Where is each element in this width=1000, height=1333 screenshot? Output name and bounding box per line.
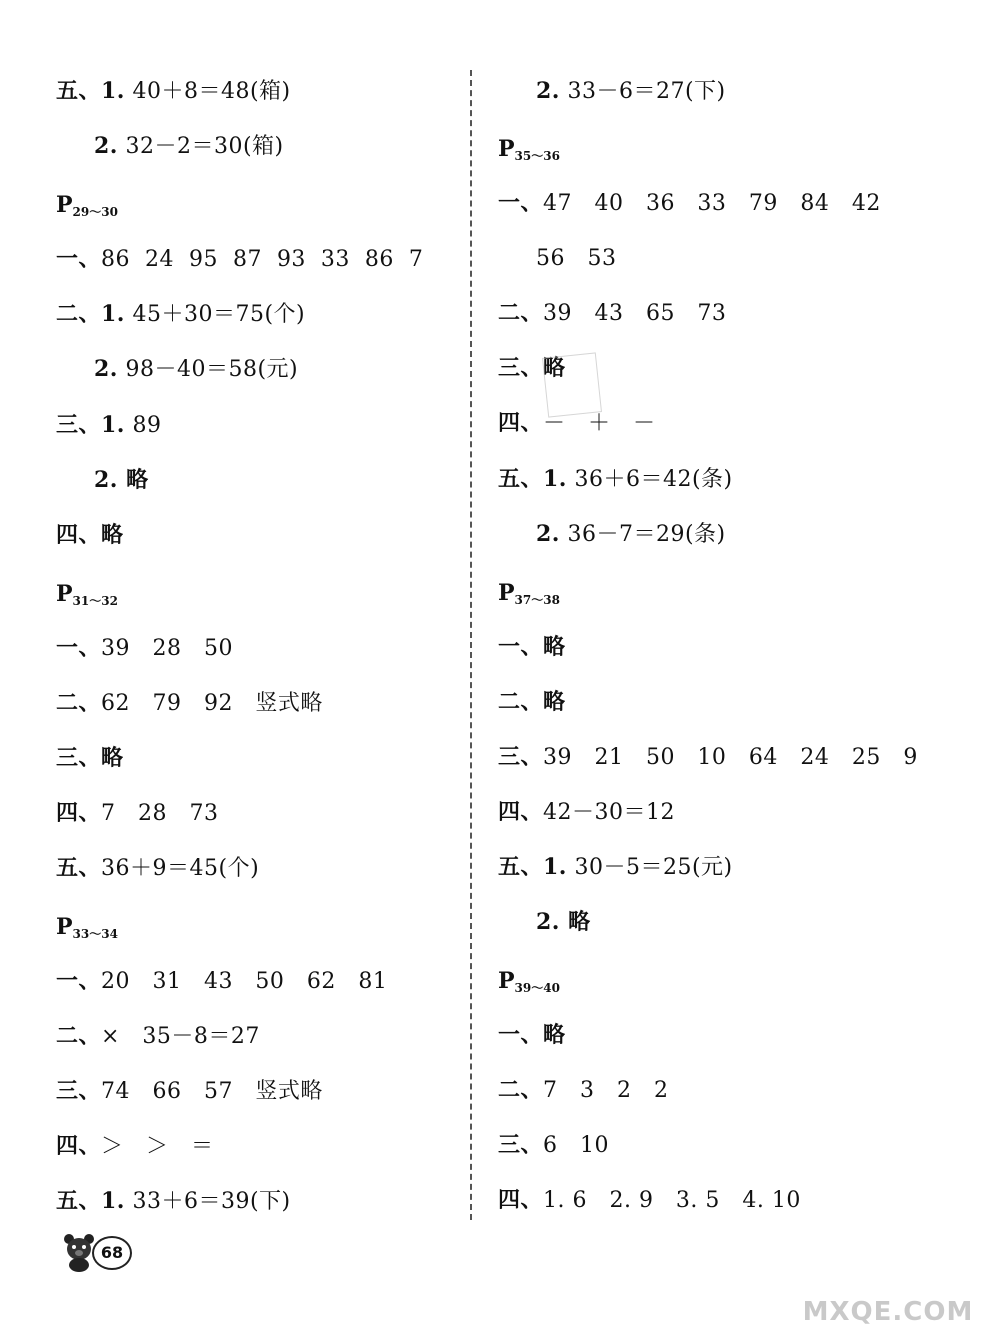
- answer-text: 7 3 2 2: [543, 1078, 669, 1103]
- answer-line: [536, 76, 726, 107]
- question-label: 三、1.: [56, 412, 125, 438]
- answer-line: [56, 520, 124, 551]
- question-label: 二、: [56, 1023, 102, 1049]
- answer-text: × 35－8＝27: [101, 1024, 260, 1049]
- page-range-heading: $P_{29\sim 30}$: [56, 192, 118, 219]
- answer-text: 56 53: [536, 246, 617, 271]
- answer-text: 略: [543, 634, 566, 660]
- answer-line: [56, 244, 423, 275]
- answer-line: [498, 464, 733, 495]
- answer-text: 62 79 92 竖式略: [101, 691, 323, 716]
- answer-text: 6 10: [543, 1133, 609, 1158]
- question-label: 三、: [498, 1132, 544, 1158]
- answer-line: [498, 1130, 609, 1161]
- question-label: 2.: [94, 467, 118, 493]
- answer-text: ＞ ＞ ＝: [101, 1134, 214, 1159]
- question-label: 五、: [56, 855, 102, 881]
- answer-text: 39 43 65 73: [543, 301, 727, 326]
- question-label: 四、: [56, 800, 102, 826]
- question-label: 二、: [498, 300, 544, 326]
- question-label: 四、: [56, 522, 102, 548]
- question-label: 2.: [536, 909, 560, 935]
- answer-line: [56, 1131, 213, 1162]
- answer-line: [498, 852, 733, 883]
- answer-line: [498, 797, 675, 828]
- question-label: 一、: [498, 1022, 544, 1048]
- question-label: 五、1.: [56, 1188, 125, 1214]
- answer-line: [498, 1075, 668, 1106]
- answer-line: [498, 188, 881, 219]
- question-label: 2.: [94, 133, 118, 159]
- question-label: 2.: [536, 521, 560, 547]
- answer-text: 20 31 43 50 62 81: [101, 969, 388, 994]
- answer-line: [536, 243, 616, 274]
- answer-text: 98－40＝58(元): [117, 357, 299, 382]
- answer-text: 略: [101, 745, 124, 771]
- answer-line: [56, 798, 218, 829]
- answer-text: 36＋9＝45(个): [101, 856, 260, 881]
- answer-text: 47 40 36 33 79 84 42: [543, 191, 881, 216]
- answer-line: [94, 131, 284, 162]
- answer-text: 36－7＝29(条): [559, 522, 726, 547]
- answer-text: 86 24 95 87 93 33 86 7: [101, 247, 424, 272]
- page-number-badge: [62, 1226, 142, 1276]
- answer-text: 36＋6＝42(条): [566, 467, 733, 492]
- answer-text: 略: [559, 909, 591, 935]
- answer-text: 89: [124, 413, 162, 438]
- question-label: 四、: [498, 799, 544, 825]
- answer-line: [56, 966, 387, 997]
- page-range-heading: $P_{37\sim 38}$: [498, 580, 560, 607]
- question-label: 四、: [56, 1133, 102, 1159]
- answer-text: 略: [101, 522, 124, 548]
- bear-icon: [62, 1232, 96, 1272]
- answer-line: [498, 687, 566, 718]
- answer-text: 74 66 57 竖式略: [101, 1079, 323, 1104]
- answer-line: [56, 1021, 260, 1052]
- answer-text: 略: [117, 467, 149, 493]
- answer-line: [536, 907, 591, 938]
- answer-line: [56, 76, 291, 107]
- answer-text: 39 28 50: [101, 636, 233, 661]
- answer-line: [498, 298, 726, 329]
- answer-line: [56, 853, 259, 884]
- answer-text: 40＋8＝48(箱): [124, 79, 291, 104]
- answer-line: [56, 410, 161, 441]
- answer-text: 39 21 50 10 64 24 25 9: [543, 745, 918, 770]
- answer-line: [56, 1076, 323, 1107]
- page-number: 68: [92, 1236, 132, 1270]
- column-divider: [470, 70, 472, 1220]
- question-label: 二、1.: [56, 301, 125, 327]
- answer-line: [56, 688, 323, 719]
- answer-text: 33＋6＝39(下): [124, 1189, 291, 1214]
- question-label: 五、1.: [498, 854, 567, 880]
- question-label: 五、1.: [56, 78, 125, 104]
- question-label: 一、: [498, 190, 544, 216]
- answer-text: 略: [543, 689, 566, 715]
- answer-line: [56, 1186, 291, 1217]
- page-range-heading: $P_{39\sim 40}$: [498, 968, 560, 995]
- answer-line: [94, 465, 149, 496]
- answer-text: 略: [543, 1022, 566, 1048]
- answer-text: － ＋ －: [543, 411, 656, 436]
- question-label: 二、: [498, 1077, 544, 1103]
- question-label: 二、: [498, 689, 544, 715]
- question-label: 一、: [498, 634, 544, 660]
- question-label: 二、: [56, 690, 102, 716]
- answer-text: 1. 6 2. 9 3. 5 4. 10: [543, 1188, 801, 1213]
- answer-line: [498, 742, 918, 773]
- answer-text: 42－30＝12: [543, 800, 675, 825]
- answer-line: [498, 1020, 566, 1051]
- question-label: 三、: [56, 1078, 102, 1104]
- watermark-text: MXQE.COM: [802, 1297, 974, 1327]
- page-range-heading: $P_{33\sim 34}$: [56, 914, 118, 941]
- answer-line: [56, 743, 124, 774]
- answer-line: [56, 299, 305, 330]
- answer-text: 略: [543, 355, 566, 381]
- page-range-heading: $P_{35\sim 36}$: [498, 136, 560, 163]
- question-label: 四、: [498, 1187, 544, 1213]
- answer-text: 33－6＝27(下): [559, 79, 726, 104]
- answer-line: [498, 632, 566, 663]
- answer-line: [498, 1185, 801, 1216]
- answer-text: 30－5＝25(元): [566, 855, 733, 880]
- question-label: 三、: [498, 355, 544, 381]
- question-label: 2.: [94, 356, 118, 382]
- answer-line: [94, 354, 298, 385]
- page-range-heading: $P_{31\sim 32}$: [56, 581, 118, 608]
- question-label: 一、: [56, 968, 102, 994]
- question-label: 三、: [56, 745, 102, 771]
- answer-line: [536, 519, 726, 550]
- site-watermark: [798, 1243, 978, 1327]
- answer-text: 7 28 73: [101, 801, 219, 826]
- answer-text: 32－2＝30(箱): [117, 134, 284, 159]
- question-label: 一、: [56, 635, 102, 661]
- answer-line: [56, 633, 233, 664]
- question-label: 四、: [498, 410, 544, 436]
- question-label: 2.: [536, 78, 560, 104]
- answer-line: [498, 408, 655, 439]
- answer-text: 45＋30＝75(个): [124, 302, 306, 327]
- question-label: 三、: [498, 744, 544, 770]
- question-label: 五、1.: [498, 466, 567, 492]
- question-label: 一、: [56, 246, 102, 272]
